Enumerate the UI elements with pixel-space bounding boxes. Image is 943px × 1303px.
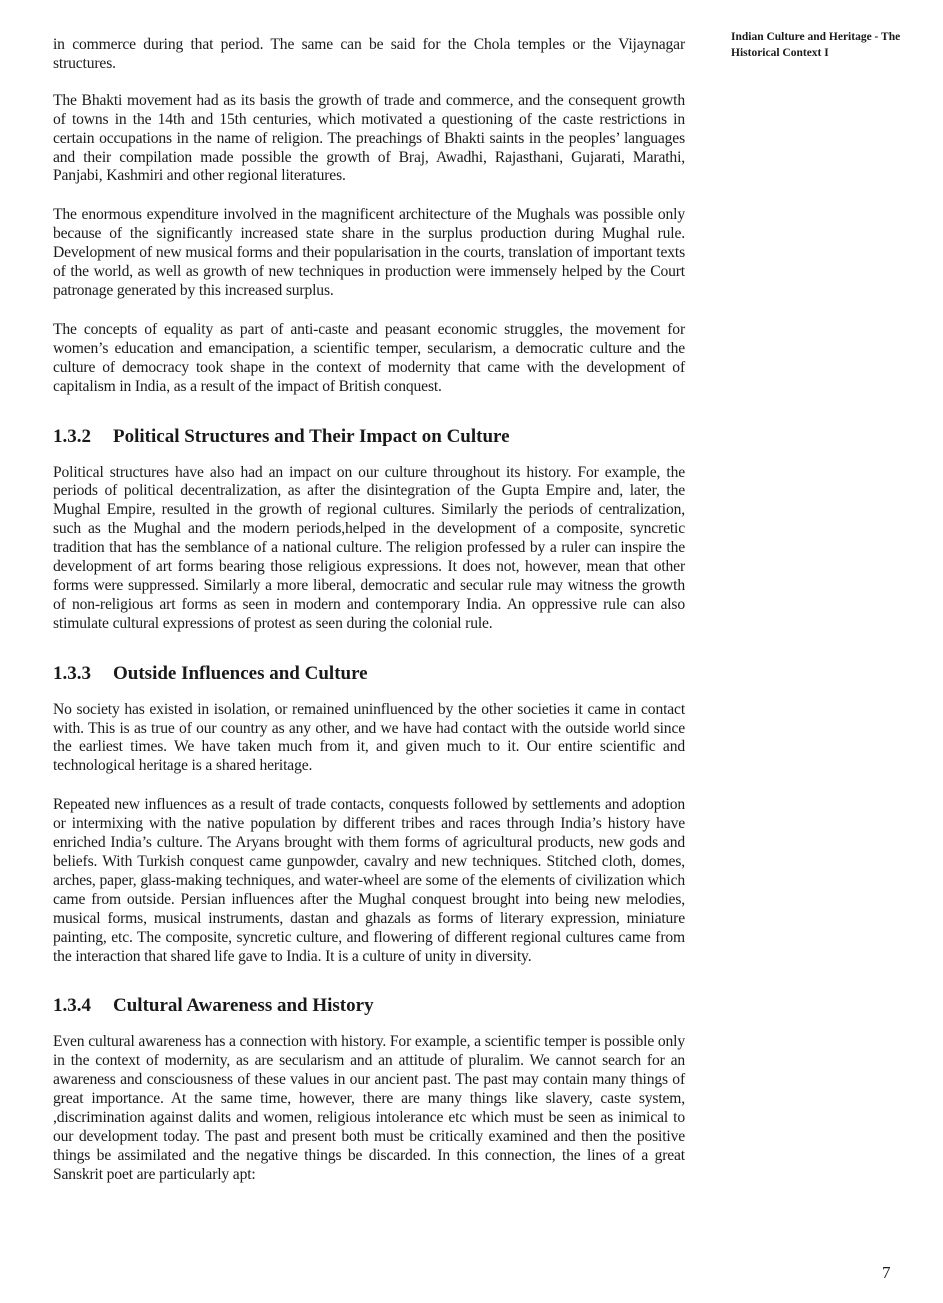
section-heading-1-3-4 [53,994,685,1018]
running-title: Indian Culture and Heritage - The Historical Context I [731,31,901,59]
section-heading-1-3-3 [53,662,685,686]
page-body [53,36,685,1205]
section-title: Cultural Awareness and History [113,995,374,1017]
paragraph: No society has existed in isolation, or remained uninfluenced by the other societies it came in contact with. This is as true of our country as any other, and we have had contact with the outside world since the earliest times. We have taken much from it, and given much to it. Our entire scientific and technological heritage is a shared heritage. [53,700,685,775]
section-heading-1-3-2 [53,425,685,449]
section-title: Political Structures and Their Impact on Culture [113,425,510,447]
paragraph: Even cultural awareness has a connection with history. For example, a scientific temper is possible only in the context of modernity, as are secularism and an attitude of pluralim. We cannot search for an awareness and consciousness of these values in our ancient past. The past may contain many things of great importance. At the same time, however, there are many things like slavery, caste system, ,discrimination against dalits and women, religious intolerance etc which must be seen as inimical to our development today. The past and present both must be critically examined and then the positive things be assimilated and the negative things be discarded. In this connection, the lines of a great Sanskrit poet are particularly apt: [53,1033,685,1183]
section-number: 1.3.3 [53,662,91,684]
section-number: 1.3.4 [53,995,91,1017]
page-number: 7 [882,1263,891,1282]
paragraph: Political structures have also had an impact on our culture throughout its history. For example, the periods of political decentralization, as after the disintegration of the Gupta Empire and, later, the Mughal Empire, resulted in the growth of regional cultures. Similarly the periods of centralization, such as the Mughal and the modern periods,helped in the development of a composite, syncretic tradition that has the semblance of a national culture. The religion professed by a ruler can inspire the development of art forms bearing those religious expressions. It does not, however, mean that other forms were suppressed. Similarly a more liberal, democratic and secular rule may witness the growth of non-religious art forms as seen in modern and contemporary India. An oppressive rule can also stimulate cultural expressions of protest as seen during the colonial rule. [53,463,685,632]
paragraph: Repeated new influences as a result of trade contacts, conquests followed by settlements and adoption or intermixing with the native population by different tribes and races through India’s history have enriched India’s culture. The Aryans brought with them forms of agricultural products, new gods and beliefs. With Turkish conquest came gunpowder, cavalry and new techniques. Stitched cloth, domes, arches, paper, glass-making techniques, and water-wheel are some of the elements of civilization which came from outside. Persian influences after the Mughal conquest brought into being new melodies, musical forms, musical instruments, dastan and ghazals as forms of literary expression, miniature painting, etc. The composite, syncretic culture, and flowering of different regional cultures came from the interaction that shared life gave to India. It is a culture of unity in diversity. [53,796,685,965]
paragraph: The enormous expenditure involved in the magnificent architecture of the Mughals was possible only because of the significantly increased state share in the surplus production during Mughal rule. Development of new musical forms and their popularisation in the courts, translation of important texts of the world, as well as growth of new techniques in production were immensely helped by the Court patronage generated by this increased surplus. [53,206,685,299]
section-number: 1.3.2 [53,425,91,447]
section-title: Outside Influences and Culture [113,662,368,684]
paragraph: The Bhakti movement had as its basis the growth of trade and commerce, and the consequent growth of towns in the 14th and 15th centuries, which motivated a questioning of the caste restrictions in certain occupations in the name of religion. The preachings of Bhakti saints in the peoples’ languages and their compilation made possible the growth of Braj, Awadhi, Rajasthani, Gujarati, Marathi, Panjabi, Kashmiri and other regional literatures. [53,91,685,185]
paragraph: in commerce during that period. The same can be said for the Chola temples or the Vijaynagar structures. [53,36,685,72]
paragraph: The concepts of equality as part of anti-caste and peasant economic struggles, the movement for women’s education and emancipation, a scientific temper, secularism, a democratic culture and the culture of democracy took shape in the context of modernity that came with the development of capitalism in India, as a result of the impact of British conquest. [53,320,685,395]
